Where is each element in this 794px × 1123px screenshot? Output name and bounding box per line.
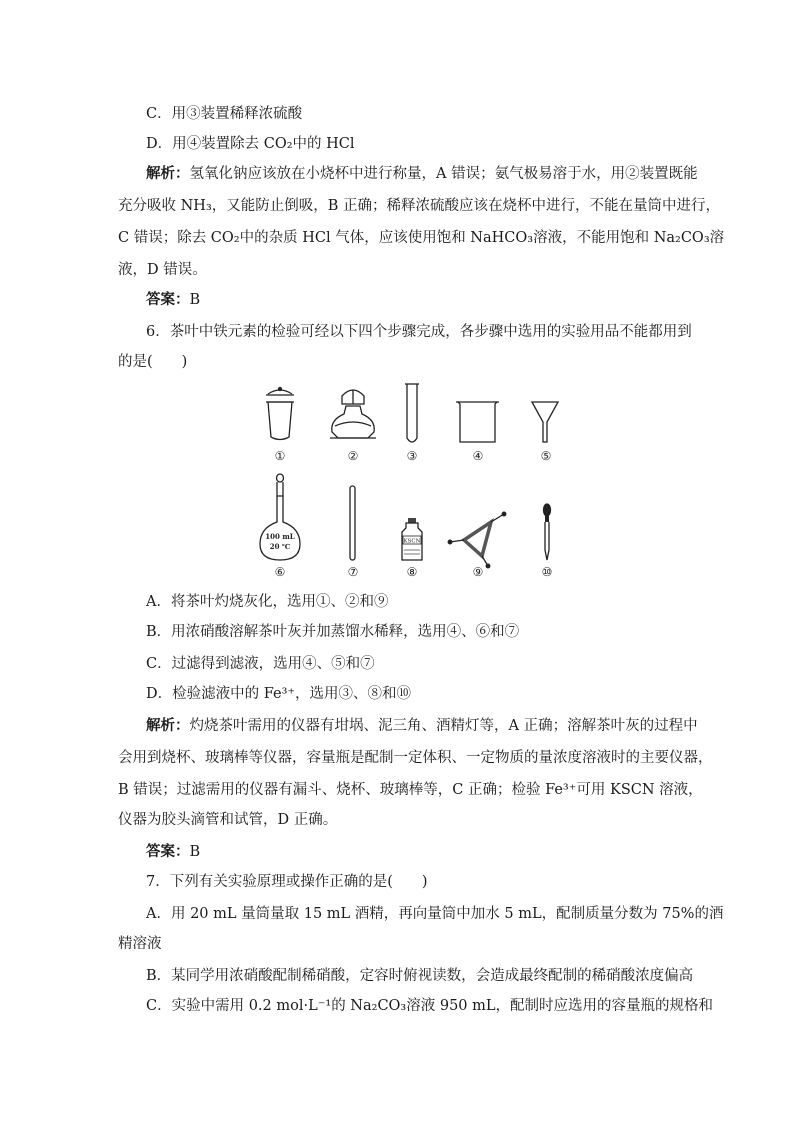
q5-option-d: D．用④装置除去 CO₂中的 HCl xyxy=(146,136,355,152)
bottle-label-text: KSCN xyxy=(403,538,421,545)
q6-stem-line-2: 的是( ) xyxy=(118,354,188,370)
analysis-label: 解析： xyxy=(146,717,190,734)
q5-answer xyxy=(146,290,200,310)
label-3: ③ xyxy=(406,449,418,463)
q6-answer xyxy=(146,842,200,862)
q6-analysis-line-4: 仪器为胶头滴管和试管，D 正确。 xyxy=(118,812,338,828)
q5-analysis-line-4: 液，D 错误。 xyxy=(118,262,207,278)
dropper-icon xyxy=(544,504,551,560)
reagent-bottle-icon xyxy=(402,518,422,560)
q7-stem: 7．下列有关实验原理或操作正确的是( ) xyxy=(146,874,428,890)
q5-analysis-line-1 xyxy=(146,164,698,184)
alcohol-lamp-icon xyxy=(330,390,376,438)
q6-analysis-line-1 xyxy=(146,716,698,736)
label-10: ⑩ xyxy=(541,565,553,579)
q5-option-c: C．用③装置稀释浓硫酸 xyxy=(146,106,303,122)
label-1: ① xyxy=(274,449,286,463)
answer-value: B xyxy=(189,844,201,860)
analysis-text: 氢氧化钠应该放在小烧杯中进行称量，A 错误；氨气极易溶于水，用②装置既能 xyxy=(189,166,698,182)
q6-option-b: B．用浓硝酸溶解茶叶灰并加蒸馏水稀释，选用④、⑥和⑦ xyxy=(146,624,520,640)
q5-analysis-line-2: 充分吸收 NH₃，又能防止倒吸，B 正确；稀释浓硫酸应该在烧杯中进行，不能在量筒中进行， xyxy=(118,198,721,214)
answer-label: 答案： xyxy=(146,291,190,308)
label-8: ⑧ xyxy=(406,565,418,579)
q6-option-a: A．将茶叶灼烧灰化，选用①、②和⑨ xyxy=(146,594,389,610)
glass-rod-icon xyxy=(350,486,355,560)
answer-label: 答案： xyxy=(146,843,190,860)
q7-option-a-line-2: 精溶液 xyxy=(118,936,162,952)
test-tube-icon xyxy=(405,384,419,442)
label-9: ⑨ xyxy=(472,565,484,579)
q7-option-c: C．实验中需用 0.2 mol·L⁻¹的 Na₂CO₃溶液 950 mL，配制时应选用的容量瓶的规格和 xyxy=(146,998,714,1014)
label-4: ④ xyxy=(472,449,484,463)
analysis-text: 灼烧茶叶需用的仪器有坩埚、泥三角、酒精灯等，A 正确；溶解茶叶灰的过程中 xyxy=(189,718,698,734)
answer-value: B xyxy=(189,292,201,308)
flask-volume-text: 100 mL xyxy=(265,532,295,541)
q5-analysis-line-3: C 错误；除去 CO₂中的杂质 HCl 气体，应该使用饱和 NaHCO₃溶液，不能用饱和 Na₂CO₃溶 xyxy=(118,230,725,246)
beaker-icon xyxy=(456,402,499,442)
q6-option-d: D．检验滤液中的 Fe³⁺，选用③、⑧和⑩ xyxy=(146,686,412,702)
crucible-icon xyxy=(266,388,294,440)
q6-stem-line-1: 6．茶叶中铁元素的检验可经以下四个步骤完成，各步骤中选用的实验用品不能都用到 xyxy=(146,324,692,340)
volumetric-flask-icon xyxy=(260,474,300,560)
funnel-icon xyxy=(532,402,558,442)
label-7: ⑦ xyxy=(347,565,359,579)
label-2: ② xyxy=(347,449,359,463)
q6-option-c: C．过滤得到滤液，选用④、⑤和⑦ xyxy=(146,656,375,672)
clay-triangle-icon xyxy=(448,512,506,568)
q7-option-b: B．某同学用浓硝酸配制稀硝酸，定容时俯视读数，会造成最终配制的稀硝酸浓度偏高 xyxy=(146,968,694,984)
q7-option-a-line-1: A．用 20 mL 量筒量取 15 mL 酒精，再向量筒中加水 5 mL，配制质量分数为 75%的酒 xyxy=(146,906,724,922)
analysis-label: 解析： xyxy=(146,165,190,182)
label-5: ⑤ xyxy=(540,449,552,463)
apparatus-figure xyxy=(250,382,570,582)
flask-temp-text: 20 ℃ xyxy=(269,542,291,551)
q6-analysis-line-3: B 错误；过滤需用的仪器有漏斗、烧杯、玻璃棒等，C 正确；检验 Fe³⁺可用 KSCN 溶液， xyxy=(118,782,703,798)
q6-analysis-line-2: 会用到烧杯、玻璃棒等仪器，容量瓶是配制一定体积、一定物质的量浓度溶液时的主要仪器， xyxy=(118,750,713,766)
label-6: ⑥ xyxy=(274,565,286,579)
